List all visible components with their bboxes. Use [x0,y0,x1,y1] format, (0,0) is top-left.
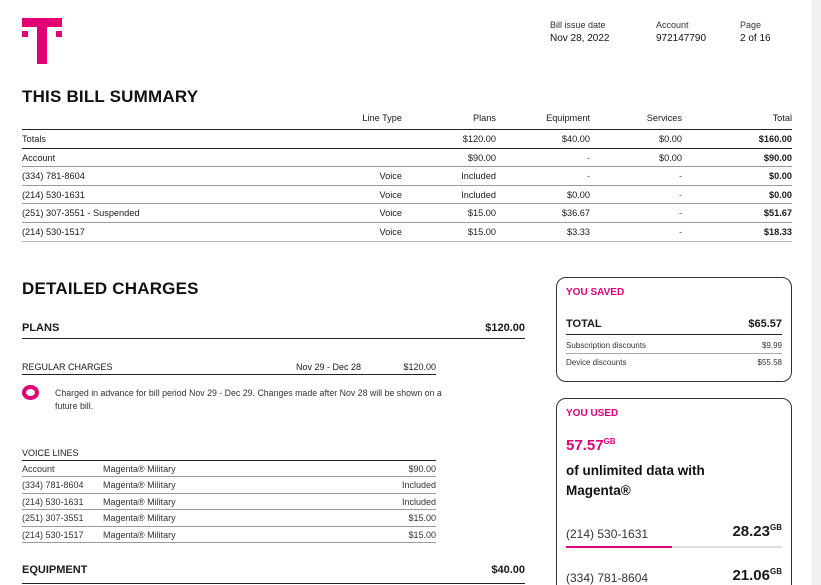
voice-line-row [22,494,436,510]
col-total: Total [772,113,792,123]
cell-total: $18.33 [763,226,792,237]
cell-plans: Included [461,189,496,200]
saved-line-amount: $55.58 [757,358,782,367]
cell-type: Voice [379,226,402,237]
saved-line [566,339,782,354]
cell-plans: $15.00 [467,208,496,219]
you-used-title: YOU USED [566,408,619,419]
saved-line [566,356,782,371]
usage-line-amount [732,523,782,540]
data-used-total [566,437,616,454]
regular-charges-row [22,361,436,375]
usage-line-value: 28.23 [732,523,770,540]
table-row [22,186,792,205]
voice-lines-label: VOICE LINES [22,448,79,458]
cell-total: $90.00 [763,152,792,163]
col-line-type: Line Type [362,113,402,123]
cell-equipment: $3.33 [567,226,590,237]
table-row [22,149,792,168]
usage-bar [566,546,782,548]
voice-amount: $15.00 [408,529,436,540]
voice-line-row [22,477,436,493]
cell-line: (251) 307-3551 - Suspended [22,208,140,219]
col-equipment: Equipment [546,113,590,123]
usage-line [566,567,782,585]
usage-line-amount [732,567,782,584]
voice-lines-table [22,446,436,543]
cell-line: Totals [22,134,46,144]
saved-line-label: Device discounts [566,358,627,367]
data-used-unit: GB [603,437,616,446]
voice-line-row [22,527,436,543]
note-text: Charged in advance for bill period Nov 29 - Dec 29. Changes made after Nov 28 will be shown on a future bill. [55,388,442,411]
cell-type: Voice [379,189,402,200]
you-saved-card [556,277,792,382]
col-plans: Plans [473,113,496,123]
cell-total: $160.00 [758,134,792,144]
voice-line: (214) 530-1631 [22,496,84,507]
page-scrollbar[interactable] [812,0,821,585]
detailed-charges-title: DETAILED CHARGES [22,279,199,298]
table-row [22,167,792,186]
usage-bar-fill [566,546,672,548]
equipment-header [22,564,525,584]
cell-line: (334) 781-8604 [22,171,85,182]
usage-line-number: (334) 781-8604 [566,571,649,585]
cell-total: $51.67 [763,208,792,219]
account-number: Account 972147790 [656,20,707,44]
voice-plan: Magenta® Military [103,513,176,524]
plans-amount: $120.00 [485,322,525,334]
saved-total-amount: $65.57 [748,318,782,330]
cell-services: $0.00 [659,134,682,144]
cell-total: $0.00 [769,171,792,182]
equipment-amount: $40.00 [491,564,525,576]
cell-plans: $90.00 [467,152,496,163]
voice-plan: Magenta® Military [103,464,176,474]
voice-line: (251) 307-3551 [22,513,84,524]
cell-line: (214) 530-1631 [22,189,85,200]
table-row [22,130,792,149]
cell-plans: Included [461,171,496,182]
saved-line-label: Subscription discounts [566,341,647,350]
table-row [22,204,792,223]
voice-line: Account [22,464,55,474]
usage-line-unit: GB [770,567,782,576]
col-services: Services [646,113,682,123]
regular-charges-period: Nov 29 - Dec 28 [296,362,362,372]
regular-charges-label: REGULAR CHARGES [22,362,113,372]
cell-services: - [678,208,682,219]
regular-charges-amount: $120.00 [403,362,436,372]
bill-summary-table [22,110,792,242]
voice-amount: Included [401,480,436,491]
you-used-card [556,398,792,585]
bill-issue-date: Bill issue date Nov 28, 2022 [550,20,610,44]
cell-services: - [678,171,682,182]
data-used-subtitle: of unlimited data with Magenta® [566,463,705,498]
usage-line [566,523,782,543]
message-bubble-icon [22,385,39,400]
cell-total: $0.00 [769,189,792,200]
cell-plans: $15.00 [467,226,496,237]
voice-plan: Magenta® Military [103,529,176,540]
plans-header [22,322,525,339]
cell-equipment: $0.00 [567,189,590,200]
voice-line-row [22,461,436,477]
usage-line-number: (214) 530-1631 [566,527,649,541]
cell-type: Voice [379,208,402,219]
voice-amount: Included [401,496,436,507]
saved-line-amount: $9.99 [761,341,782,350]
table-header [22,110,792,130]
voice-plan: Magenta® Military [103,496,176,507]
usage-line-unit: GB [770,523,782,532]
voice-plan: Magenta® Military [103,480,176,491]
data-used-amount: 57.57 [566,437,604,454]
t-mobile-logo [22,18,64,64]
page-number: Page 2 of 16 [740,20,771,44]
cell-services: $0.00 [659,152,682,163]
cell-equipment: $36.67 [561,208,590,219]
cell-equipment: - [586,171,590,182]
cell-type: Voice [379,171,402,182]
cell-line: Account [22,152,56,163]
plans-label: PLANS [22,322,60,334]
voice-amount: $90.00 [408,464,436,474]
cell-services: - [678,189,682,200]
you-saved-title: YOU SAVED [566,287,625,298]
cell-services: - [678,226,682,237]
cell-line: (214) 530-1517 [22,226,85,237]
table-row [22,223,792,242]
cell-equipment: $40.00 [561,134,590,144]
bill-summary-title: THIS BILL SUMMARY [22,87,199,106]
voice-line: (334) 781-8604 [22,480,84,491]
cell-equipment: - [586,152,590,163]
equipment-label: EQUIPMENT [22,564,88,576]
usage-line-value: 21.06 [732,567,770,584]
voice-amount: $15.00 [408,513,436,524]
saved-total-row [566,318,782,335]
voice-line: (214) 530-1517 [22,529,84,540]
saved-total-label: TOTAL [566,318,602,330]
cell-plans: $120.00 [462,134,496,144]
voice-line-row [22,510,436,526]
